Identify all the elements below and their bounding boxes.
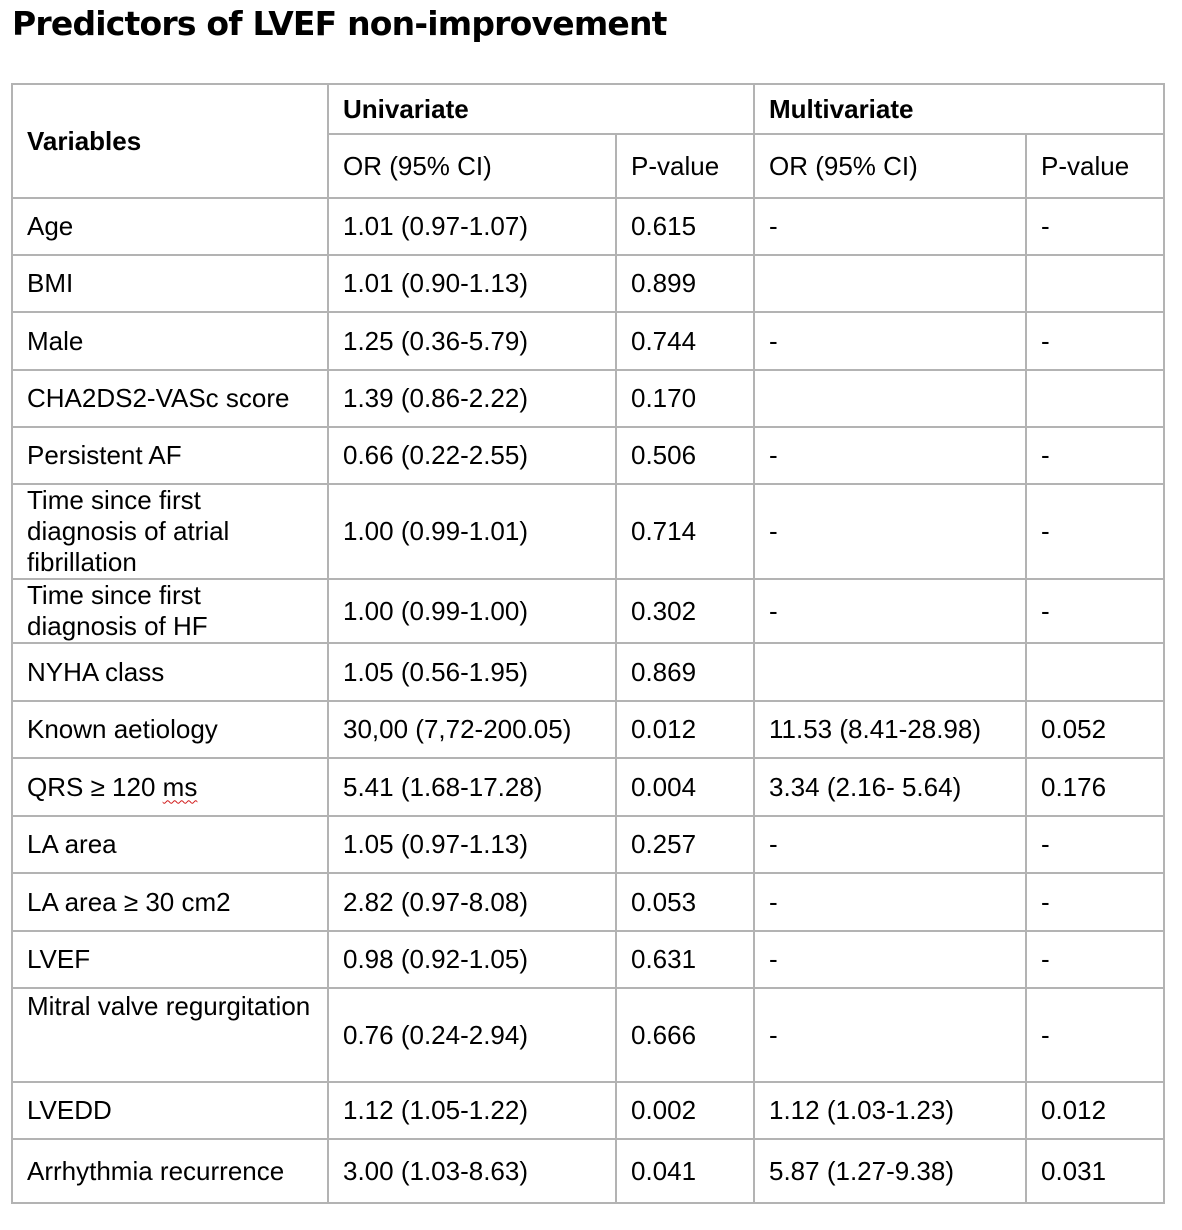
cell-multi-or <box>754 370 1026 427</box>
cell-variable: LA area ≥ 30 cm2 <box>12 873 328 931</box>
cell-variable: Mitral valve regurgitation <box>12 988 328 1082</box>
cell-multi-or: 1.12 (1.03-1.23) <box>754 1082 1026 1139</box>
header-multi-or: OR (95% CI) <box>754 134 1026 198</box>
header-univariate: Univariate <box>328 84 754 134</box>
cell-multi-or: - <box>754 198 1026 255</box>
cell-uni-p: 0.899 <box>616 255 754 312</box>
cell-multi-or: - <box>754 579 1026 643</box>
cell-multi-or: - <box>754 988 1026 1082</box>
cell-variable: Time since first diagnosis of HF <box>12 579 328 643</box>
cell-multi-or: - <box>754 312 1026 370</box>
cell-variable: LA area <box>12 816 328 873</box>
qrs-label-text: QRS ≥ 120 <box>27 771 163 802</box>
cell-uni-p: 0.714 <box>616 484 754 579</box>
cell-uni-p: 0.744 <box>616 312 754 370</box>
cell-multi-p <box>1026 255 1164 312</box>
cell-multi-p <box>1026 370 1164 427</box>
cell-uni-p: 0.053 <box>616 873 754 931</box>
cell-multi-or: 11.53 (8.41-28.98) <box>754 701 1026 758</box>
cell-multi-or: 3.34 (2.16- 5.64) <box>754 758 1026 816</box>
predictors-table <box>11 83 1165 1204</box>
table-row <box>12 255 1164 312</box>
cell-uni-or: 0.76 (0.24-2.94) <box>328 988 616 1082</box>
cell-uni-or: 0.66 (0.22-2.55) <box>328 427 616 484</box>
cell-uni-or: 1.25 (0.36-5.79) <box>328 312 616 370</box>
cell-uni-p: 0.506 <box>616 427 754 484</box>
cell-uni-p: 0.257 <box>616 816 754 873</box>
cell-multi-or: - <box>754 816 1026 873</box>
table-row <box>12 873 1164 931</box>
cell-multi-p: 0.031 <box>1026 1139 1164 1203</box>
cell-multi-p: - <box>1026 484 1164 579</box>
cell-multi-or: - <box>754 873 1026 931</box>
cell-uni-p: 0.012 <box>616 701 754 758</box>
cell-uni-or: 1.05 (0.97-1.13) <box>328 816 616 873</box>
cell-multi-p <box>1026 643 1164 701</box>
table-row <box>12 312 1164 370</box>
spellcheck-underlined-word: ms <box>162 771 198 802</box>
cell-multi-or: - <box>754 427 1026 484</box>
table-row <box>12 701 1164 758</box>
cell-uni-or: 3.00 (1.03-8.63) <box>328 1139 616 1203</box>
header-uni-p: P-value <box>616 134 754 198</box>
table-row <box>12 427 1164 484</box>
page-title: Predictors of LVEF non-improvement <box>12 4 667 43</box>
cell-uni-p: 0.170 <box>616 370 754 427</box>
cell-multi-p: 0.012 <box>1026 1082 1164 1139</box>
cell-uni-p: 0.666 <box>616 988 754 1082</box>
cell-multi-p: - <box>1026 198 1164 255</box>
cell-uni-or: 0.98 (0.92-1.05) <box>328 931 616 988</box>
table-row <box>12 1082 1164 1139</box>
cell-variable: Arrhythmia recurrence <box>12 1139 328 1203</box>
table-row <box>12 931 1164 988</box>
cell-multi-or <box>754 643 1026 701</box>
cell-uni-p: 0.004 <box>616 758 754 816</box>
cell-multi-p: - <box>1026 312 1164 370</box>
cell-multi-or: - <box>754 484 1026 579</box>
cell-multi-or: - <box>754 931 1026 988</box>
cell-uni-or: 1.05 (0.56-1.95) <box>328 643 616 701</box>
table-row <box>12 579 1164 643</box>
cell-variable: LVEF <box>12 931 328 988</box>
table-row <box>12 198 1164 255</box>
table-row <box>12 484 1164 579</box>
cell-multi-or <box>754 255 1026 312</box>
cell-multi-p: - <box>1026 816 1164 873</box>
cell-uni-or: 2.82 (0.97-8.08) <box>328 873 616 931</box>
cell-variable: Male <box>12 312 328 370</box>
header-multi-p: P-value <box>1026 134 1164 198</box>
header-uni-or: OR (95% CI) <box>328 134 616 198</box>
cell-uni-or: 1.00 (0.99-1.00) <box>328 579 616 643</box>
table-row <box>12 816 1164 873</box>
cell-multi-or: 5.87 (1.27-9.38) <box>754 1139 1026 1203</box>
cell-multi-p: - <box>1026 579 1164 643</box>
cell-uni-p: 0.302 <box>616 579 754 643</box>
table-row <box>12 988 1164 1082</box>
cell-uni-or: 30,00 (7,72-200.05) <box>328 701 616 758</box>
cell-variable <box>12 758 328 816</box>
cell-multi-p: - <box>1026 931 1164 988</box>
header-multivariate: Multivariate <box>754 84 1164 134</box>
cell-variable: Time since first diagnosis of atrial fibrillation <box>12 484 328 579</box>
table-row <box>12 643 1164 701</box>
cell-variable: CHA2DS2-VASc score <box>12 370 328 427</box>
cell-uni-or: 1.12 (1.05-1.22) <box>328 1082 616 1139</box>
cell-variable: Known aetiology <box>12 701 328 758</box>
table-row <box>12 370 1164 427</box>
table-header-row <box>12 84 1164 134</box>
cell-multi-p: 0.052 <box>1026 701 1164 758</box>
cell-variable: Age <box>12 198 328 255</box>
cell-uni-or: 1.01 (0.97-1.07) <box>328 198 616 255</box>
cell-uni-or: 5.41 (1.68-17.28) <box>328 758 616 816</box>
cell-multi-p: - <box>1026 873 1164 931</box>
header-variables: Variables <box>12 84 328 198</box>
cell-variable: LVEDD <box>12 1082 328 1139</box>
table-row <box>12 758 1164 816</box>
cell-uni-p: 0.631 <box>616 931 754 988</box>
cell-uni-or: 1.39 (0.86-2.22) <box>328 370 616 427</box>
cell-multi-p: 0.176 <box>1026 758 1164 816</box>
cell-variable: Persistent AF <box>12 427 328 484</box>
cell-uni-or: 1.00 (0.99-1.01) <box>328 484 616 579</box>
cell-multi-p: - <box>1026 427 1164 484</box>
cell-uni-p: 0.041 <box>616 1139 754 1203</box>
cell-uni-p: 0.869 <box>616 643 754 701</box>
cell-uni-or: 1.01 (0.90-1.13) <box>328 255 616 312</box>
cell-uni-p: 0.615 <box>616 198 754 255</box>
cell-variable: BMI <box>12 255 328 312</box>
cell-variable: NYHA class <box>12 643 328 701</box>
cell-uni-p: 0.002 <box>616 1082 754 1139</box>
cell-multi-p: - <box>1026 988 1164 1082</box>
table-row <box>12 1139 1164 1203</box>
